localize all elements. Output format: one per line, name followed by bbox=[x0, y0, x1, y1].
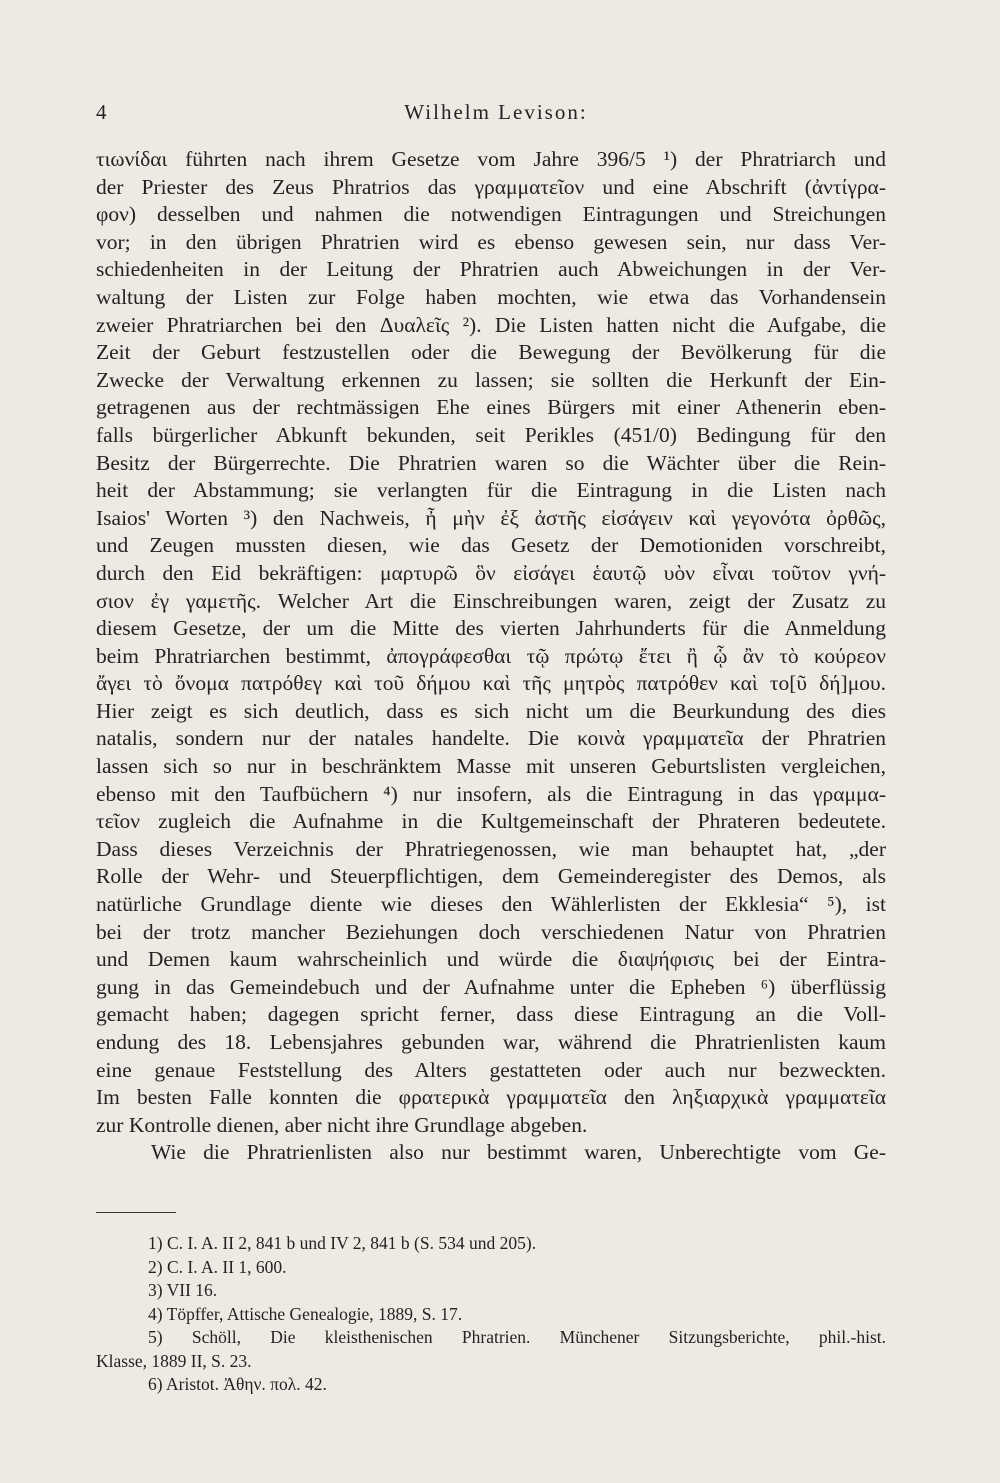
text-line: beim Phratriarchen bestimmt, ἀπογράφεσθαι τῷ πρώτῳ ἔτει ἢ ᾧ ἂν τὸ κούρεον bbox=[96, 643, 886, 668]
text-line: zur Kontrolle dienen, aber nicht ihre Grundlage abgeben. bbox=[96, 1112, 588, 1137]
footnote: Klasse, 1889 II, S. 23. bbox=[96, 1350, 252, 1371]
text-line: bei der trotz mancher Beziehungen doch verschiedenen Natur von Phratrien bbox=[96, 919, 886, 944]
running-title: Wilhelm Levison: bbox=[404, 100, 588, 124]
text-line: gung in das Gemeindebuch und der Aufnahme unter die Epheben ⁶) überflüssig bbox=[96, 974, 886, 999]
text-line: endung des 18. Lebensjahres gebunden war, während die Phratrienlisten kaum bbox=[96, 1030, 886, 1054]
page-header bbox=[96, 100, 896, 128]
text-line: natürliche Grundlage diente wie dieses den Wählerlisten der Ekklesia“ ⁵), ist bbox=[96, 892, 886, 917]
text-line: getragenen aus der rechtmässigen Ehe eines Bürgers mit einer Athenerin eben- bbox=[96, 395, 886, 420]
footnote: 4) Töpffer, Attische Genealogie, 1889, S. 17. bbox=[148, 1303, 463, 1324]
text-line: zweier Phratriarchen bei den Δυαλεῖς ²). Die Listen hatten nicht die Aufgabe, die bbox=[96, 312, 886, 337]
text-line: und Zeugen mussten diesen, wie das Gesetz der Demotioniden vorschreibt, bbox=[96, 533, 886, 558]
footnote: 5) Schöll, Die kleisthenischen Phratrien. Münchener Sitzungsberichte, phil.-hist. bbox=[148, 1327, 886, 1347]
text-line: natalis, sondern nur der natales handelte. Die κοινὰ γραμματεῖα der Phratrien bbox=[96, 726, 886, 751]
text-line: schiedenheiten in der Leitung der Phratrien auch Abweichungen in der Ver- bbox=[96, 257, 886, 282]
text-line: der Priester des Zeus Phratrios das γραμματεῖον und eine Abschrift (ἀντίγρα- bbox=[96, 174, 886, 199]
text-line: Zwecke der Verwaltung erkennen zu lassen; sie sollten die Herkunft der Ein- bbox=[96, 367, 886, 392]
text-line: Rolle der Wehr- und Steuerpflichtigen, dem Gemeinderegister des Demos, als bbox=[96, 864, 886, 889]
text-line: Im besten Falle konnten die φρατερικὰ γραμματεῖα den ληξιαρχικὰ γραμματεῖα bbox=[96, 1085, 886, 1110]
text-line: durch den Eid bekräftigen: μαρτυρῶ ὃν εἰσάγει ἑαυτῷ υὸν εἶναι τοῦτον γνή- bbox=[96, 560, 886, 585]
footnote-divider bbox=[96, 1212, 176, 1213]
text-line: ebenso mit den Taufbüchern ⁴) nur insofern, als die Eintragung in das γραμμα- bbox=[96, 781, 886, 806]
text-line: φον) desselben und nahmen die notwendigen Eintragungen und Streichungen bbox=[96, 202, 886, 227]
footnote: 1) C. I. A. II 2, 841 b und IV 2, 841 b (S. 534 und 205). bbox=[148, 1233, 537, 1253]
body-text bbox=[96, 146, 886, 1167]
page-number: 4 bbox=[96, 100, 107, 124]
text-line: σιον ἐγ γαμετῆς. Welcher Art die Einschreibungen waren, zeigt der Zusatz zu bbox=[96, 588, 886, 613]
text-line: τιωνίδαι führten nach ihrem Gesetze vom Jahre 396/5 ¹) der Phratriarch und bbox=[96, 147, 886, 171]
text-line: falls bürgerlicher Abkunft bekunden, seit Perikles (451/0) Bedingung für den bbox=[96, 422, 886, 447]
text-line: τεῖον zugleich die Aufnahme in die Kultgemeinschaft der Phrateren bedeutete. bbox=[96, 809, 886, 834]
text-line: Hier zeigt es sich deutlich, dass es sich nicht um die Beurkundung des dies bbox=[96, 698, 886, 723]
text-line: heit der Abstammung; sie verlangten für die Eintragung in die Listen nach bbox=[96, 478, 886, 503]
text-line: ἄγει τὸ ὄνομα πατρόθεγ καὶ τοῦ δήμου καὶ τῆς μητρὸς πατρόθεν καὶ το[ῦ δή]μου. bbox=[96, 671, 886, 696]
text-line: Isaios' Worten ³) den Nachweis, ἦ μὴν ἐξ ἀστῆς εἰσάγειν καὶ γεγονότα ὀρθῶς, bbox=[96, 505, 886, 530]
text-line: eine genaue Feststellung des Alters gestatteten oder auch nur bezweckten. bbox=[96, 1057, 886, 1082]
text-line: vor; in den übrigen Phratrien wird es ebenso gewesen sein, nur dass Ver- bbox=[96, 229, 886, 254]
text-line: und Demen kaum wahrscheinlich und würde die διαψήφισις bei der Eintra- bbox=[96, 947, 886, 972]
footnote: 2) C. I. A. II 1, 600. bbox=[148, 1256, 287, 1277]
text-line: diesem Gesetze, der um die Mitte des vierten Jahrhunderts für die Anmeldung bbox=[96, 616, 886, 641]
text-line: waltung der Listen zur Folge haben mochten, wie etwa das Vorhandensein bbox=[96, 284, 886, 309]
text-line: Wie die Phratrienlisten also nur bestimmt waren, Unberechtigte vom Ge- bbox=[151, 1140, 886, 1165]
footnote: 3) VII 16. bbox=[148, 1280, 218, 1300]
text-line: Dass dieses Verzeichnis der Phratriegenossen, wie man behauptet hat, „der bbox=[96, 836, 886, 861]
footnote: 6) Aristot. Ἀθην. πολ. 42. bbox=[148, 1374, 327, 1394]
footnotes bbox=[96, 1232, 886, 1397]
text-line: gemacht haben; dagegen spricht ferner, dass diese Eintragung an die Voll- bbox=[96, 1002, 886, 1027]
text-line: lassen sich so nur in beschränktem Masse mit unseren Geburtslisten vergleichen, bbox=[96, 754, 886, 779]
text-line: Besitz der Bürgerrechte. Die Phratrien waren so die Wächter über die Rein- bbox=[96, 450, 886, 475]
text-line: Zeit der Geburt festzustellen oder die Bewegung der Bevölkerung für die bbox=[96, 340, 886, 365]
